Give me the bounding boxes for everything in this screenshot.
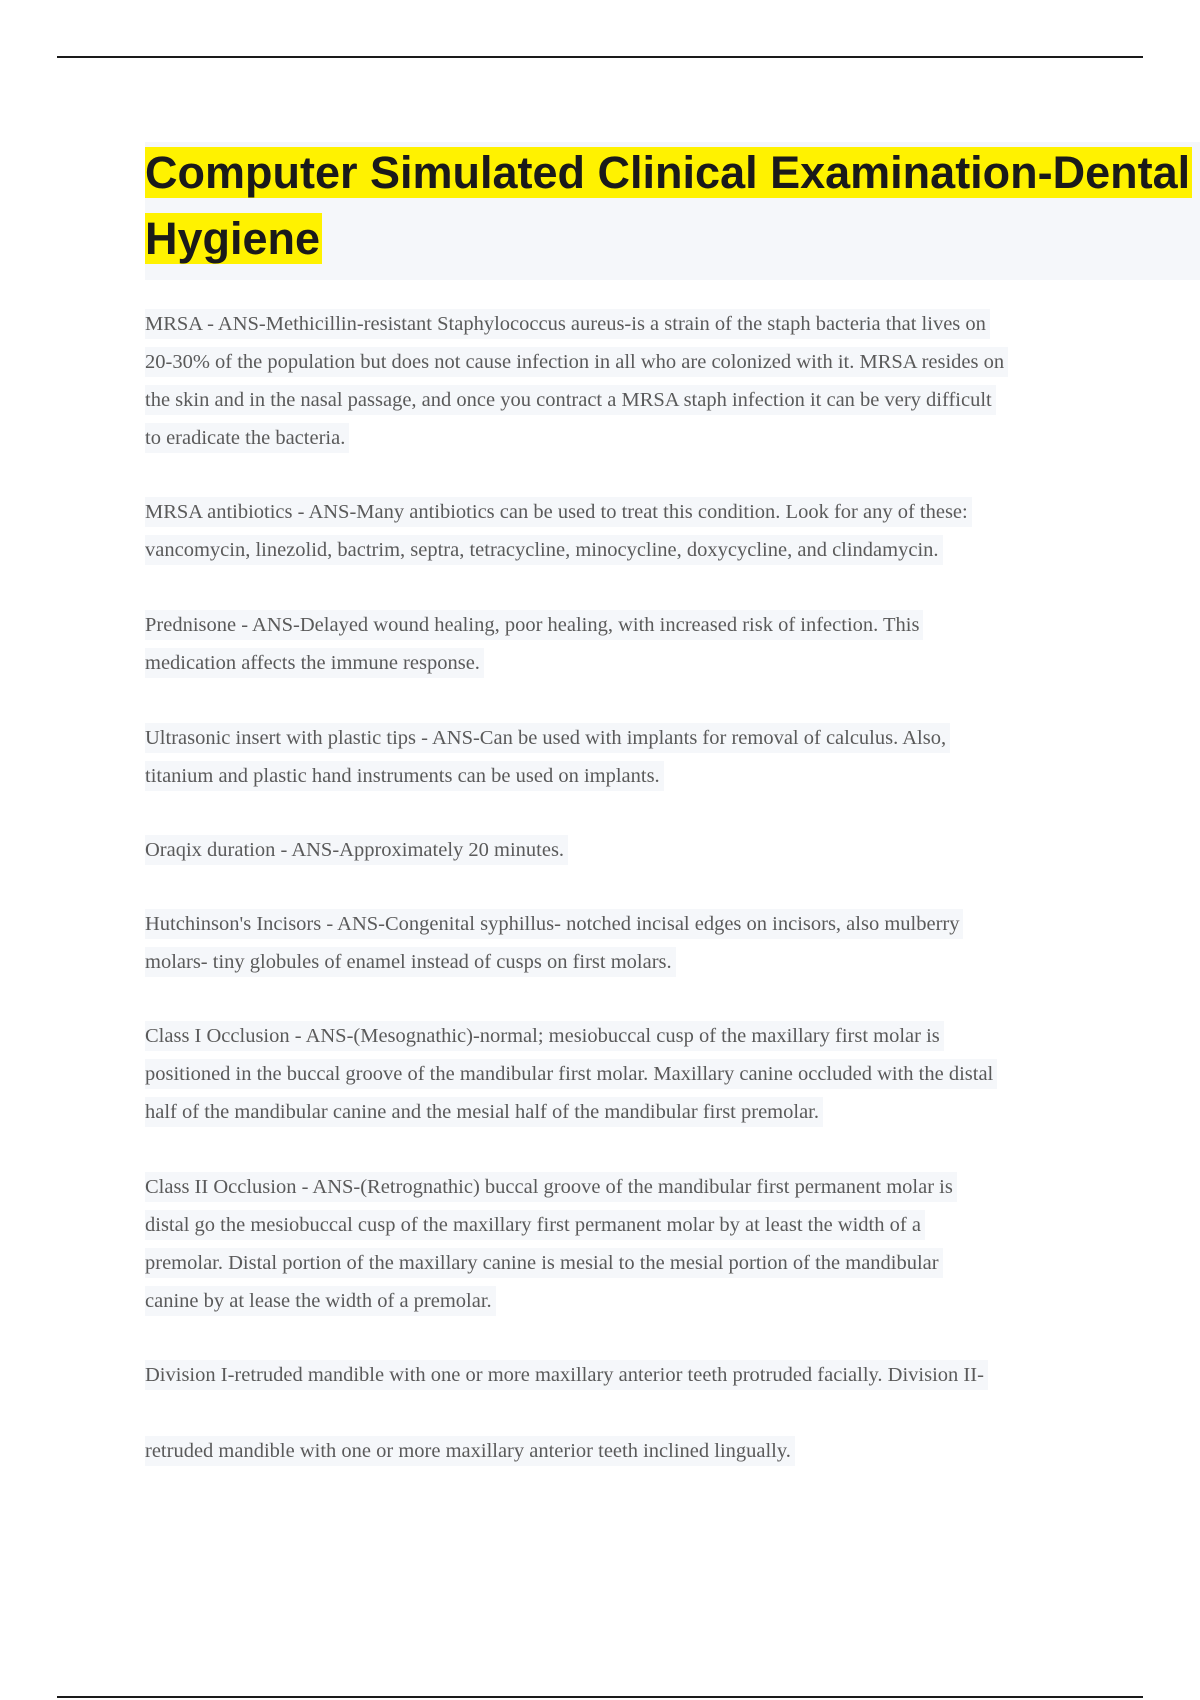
text-line: Ultrasonic insert with plastic tips - ANS-Can be used with implants for removal of calculus. Also, <box>145 723 950 753</box>
text-line: Prednisone - ANS-Delayed wound healing, poor healing, with increased risk of infection. This <box>145 610 923 640</box>
text-line: Division I-retruded mandible with one or more maxillary anterior teeth protruded facially. Division II- <box>145 1360 988 1390</box>
text-line: Class I Occlusion - ANS-(Mesognathic)-normal; mesiobuccal cusp of the maxillary first molar is <box>145 1021 944 1051</box>
document-title <box>145 142 1200 280</box>
text-line: MRSA - ANS-Methicillin-resistant Staphylococcus aureus-is a strain of the staph bacteria that lives on <box>145 309 990 339</box>
text-line: positioned in the buccal groove of the mandibular first molar. Maxillary canine occluded with the distal <box>145 1059 997 1089</box>
text-line: premolar. Distal portion of the maxillary canine is mesial to the mesial portion of the mandibular <box>145 1248 943 1278</box>
header-rule <box>57 56 1143 58</box>
text-line: half of the mandibular canine and the mesial half of the mandibular first premolar. <box>145 1097 823 1127</box>
text-line: titanium and plastic hand instruments can be used on implants. <box>145 761 664 791</box>
text-line: 20-30% of the population but does not cause infection in all who are colonized with it. MRSA resides on <box>145 347 1008 377</box>
text-line: Hutchinson's Incisors - ANS-Congenital syphillus- notched incisal edges on incisors, also mulberry <box>145 909 963 939</box>
text-line: vancomycin, linezolid, bactrim, septra, tetracycline, minocycline, doxycycline, and clindamycin. <box>145 535 943 565</box>
text-line: retruded mandible with one or more maxillary anterior teeth inclined lingually. <box>145 1436 795 1466</box>
text-line: MRSA antibiotics - ANS-Many antibiotics can be used to treat this condition. Look for any of these: <box>145 497 972 527</box>
text-line: Class II Occlusion - ANS-(Retrognathic) buccal groove of the mandibular first permanent molar is <box>145 1172 957 1202</box>
text-line: canine by at lease the width of a premolar. <box>145 1286 496 1316</box>
text-line: distal go the mesiobuccal cusp of the maxillary first permanent molar by at least the width of a <box>145 1210 925 1240</box>
title-line-2: Hygiene <box>145 213 321 264</box>
text-line: Oraqix duration - ANS-Approximately 20 minutes. <box>145 835 568 865</box>
text-line: medication affects the immune response. <box>145 648 484 678</box>
text-line: the skin and in the nasal passage, and once you contract a MRSA staph infection it can be very difficult <box>145 385 996 415</box>
text-line: to eradicate the bacteria. <box>145 423 349 453</box>
text-line: molars- tiny globules of enamel instead of cusps on first molars. <box>145 947 676 977</box>
title-line-1: Computer Simulated Clinical Examination-Dental <box>145 147 1191 198</box>
footer-rule <box>57 1696 1143 1698</box>
